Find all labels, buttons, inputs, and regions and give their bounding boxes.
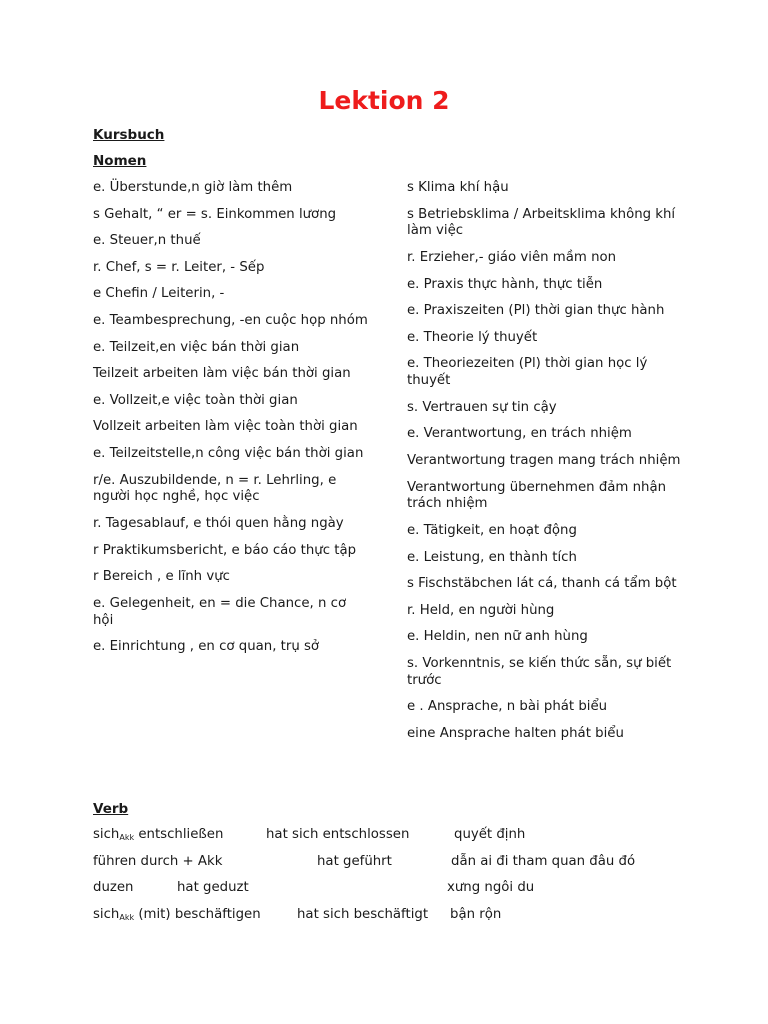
vocab-entry: s Betriebsklima / Arbeitsklima không khí làm việc [407, 206, 676, 239]
vocab-entry: r/e. Auszubildende, n = r. Lehrling, e người học nghề, học việc [93, 472, 337, 505]
verb-meaning: xưng ngôi du [447, 880, 535, 896]
vocab-entry: Vollzeit arbeiten làm việc toàn thời gian [93, 419, 358, 435]
vocab-entry: s Klima khí hậu [407, 180, 509, 195]
heading-verb: Verb [93, 801, 129, 817]
vocab-entry: e. Theorie lý thuyết [407, 329, 538, 345]
vocab-entry: e. Teambesprechung, -en cuộc họp nhóm [93, 312, 368, 328]
verb-perfekt: hat sich entschlossen [266, 827, 410, 842]
verb-meaning: dẫn ai đi tham quan đâu đó [451, 853, 636, 869]
heading-nomen: Nomen [93, 153, 147, 169]
vocab-entry: e. Leistung, en thành tích [407, 549, 577, 565]
nomen-left-column [93, 180, 368, 666]
page-title: Lektion 2 [318, 86, 450, 115]
verb-meaning: bận rộn [450, 906, 502, 922]
vocab-entry: Verantwortung übernehmen đảm nhận trách nhiệm [407, 479, 667, 512]
vocab-entry: Teilzeit arbeiten làm việc bán thời gian [93, 366, 351, 382]
vocab-entry: s Fischstäbchen lát cá, thanh cá tẩm bột [407, 576, 677, 592]
verb-meaning: quyết định [454, 827, 526, 842]
verb-perfekt: hat geführt [317, 853, 392, 869]
nomen-right-column [407, 180, 692, 752]
vocab-entry: s. Vertrauen sự tin cậy [407, 399, 557, 415]
vocab-entry: e. Überstunde,n giờ làm thêm [93, 180, 293, 195]
vocab-entry: r. Erzieher,- giáo viên mầm non [407, 249, 617, 265]
verb-infinitive: führen durch + Akk [93, 853, 223, 869]
verb-perfekt: hat geduzt [177, 880, 249, 896]
verb-list [93, 827, 693, 933]
verb-infinitive: duzen [93, 880, 134, 896]
verb-perfekt: hat sich beschäftigt [297, 906, 429, 922]
vocab-entry: e . Ansprache, n bài phát biểu [407, 699, 608, 715]
vocab-entry: r Praktikumsbericht, e báo cáo thực tập [93, 542, 357, 558]
verb-row [93, 854, 693, 881]
vocab-entry: Verantwortung tragen mang trách nhiệm [407, 452, 681, 468]
vocab-entry: r. Tagesablauf, e thói quen hằng ngày [93, 515, 344, 531]
verb-infinitive: sich$_{Akk}$ (mit) beschäftigen [93, 906, 261, 922]
verb-infinitive: sich$_{Akk}$ entschließen [93, 827, 224, 842]
vocab-entry: r Bereich , e lĩnh vực [93, 569, 230, 585]
vocab-entry: e. Heldin, nen nữ anh hùng [407, 629, 588, 645]
vocab-entry: e. Vollzeit,e việc toàn thời gian [93, 392, 298, 408]
vocab-entry: e. Tätigkeit, en hoạt động [407, 522, 577, 538]
vocab-entry: r. Held, en người hùng [407, 602, 555, 618]
verb-row [93, 827, 693, 854]
vocab-entry: e. Praxiszeiten (Pl) thời gian thực hành [407, 303, 665, 319]
vocab-entry: e. Gelegenheit, en = die Chance, n cơ hội [93, 595, 347, 628]
vocab-entry: e. Einrichtung , en cơ quan, trụ sở [93, 639, 320, 655]
verb-row [93, 907, 693, 934]
vocab-entry: s Gehalt, “ er = s. Einkommen lương [93, 206, 337, 222]
vocab-entry: e. Teilzeitstelle,n công việc bán thời gian [93, 445, 364, 461]
verb-row [93, 880, 693, 907]
vocab-entry: eine Ansprache halten phát biểu [407, 725, 624, 741]
vocab-entry: s. Vorkenntnis, se kiến thức sẵn, sự biết trước [407, 655, 672, 688]
vocab-entry: e. Praxis thực hành, thực tiễn [407, 276, 603, 292]
vocab-entry: e Chefin / Leiterin, - [93, 286, 225, 302]
vocab-entry: e. Teilzeit,en việc bán thời gian [93, 339, 300, 355]
vocab-entry: e. Theoriezeiten (Pl) thời gian học lý thuyết [407, 356, 648, 389]
heading-kursbuch: Kursbuch [93, 127, 165, 143]
vocab-entry: e. Steuer,n thuế [93, 233, 201, 249]
vocab-entry: e. Verantwortung, en trách nhiệm [407, 426, 632, 442]
vocab-entry: r. Chef, s = r. Leiter, - Sếp [93, 259, 265, 275]
